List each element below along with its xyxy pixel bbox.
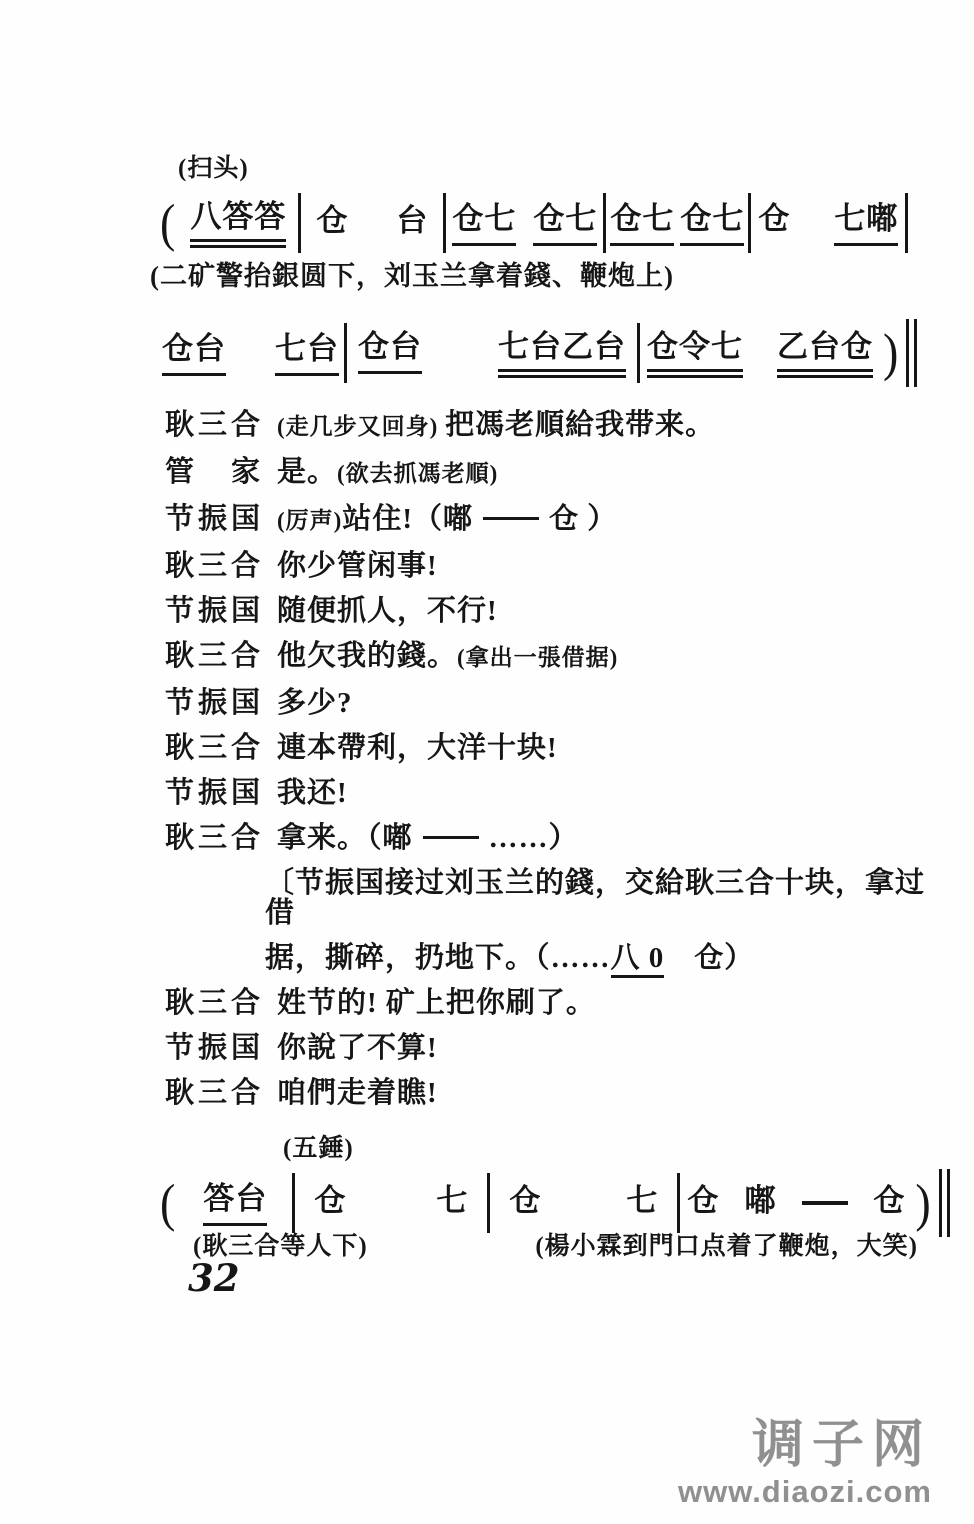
notation-syllable-group: 台 [396,202,429,238]
dialogue-text [277,988,935,1018]
notation-syllable-group: 仓 [687,1182,720,1218]
dialogue-block [165,410,935,1123]
stage-direction-inline: (厉声) [277,508,343,533]
notation-syllable-group: 仓七 [680,200,744,246]
notation-measure [348,328,636,378]
speech-text: 仓 ） [549,503,618,535]
speech-text: 〔节振国接过刘玉兰的錢，交給耿三合十块，拿过借 [265,867,926,929]
notation-measure [179,198,297,248]
dialogue-text [277,504,935,536]
dialogue-row [165,504,935,536]
inline-sustain-dash [483,517,539,520]
dialogue-text [265,943,935,973]
notation-measure [179,1180,291,1226]
end-barline [905,193,908,253]
speaker-name: 耿三合 [165,732,265,764]
speaker-name: 耿三合 [165,1077,265,1109]
notation-measure [296,1182,486,1225]
stage-direction-inline: (走几步又回身) [277,414,446,439]
percussion-pattern-label-wuchui: (五錘) [283,1135,354,1162]
speaker-name: 耿三合 [165,640,265,672]
watermark [678,1417,932,1510]
notation-syllable-group: 仓七 [533,200,597,246]
speech-text: 咱們走着瞧! [277,1077,438,1109]
notation-syllable-group: 仓台 [162,330,226,376]
dialogue-text [277,641,935,673]
speaker-name: 节振国 [165,595,265,627]
barline [443,193,446,253]
speaker-name: 耿三合 [165,409,265,441]
speech-text: 多少? [277,687,353,719]
final-barline-b [914,319,917,387]
notation-syllable-group: 答台 [203,1180,267,1226]
notation-syllable-group: 仓 [758,201,791,237]
barline [603,193,606,253]
notation-syllable-group: 七 [626,1182,659,1218]
notation-syllable-group: 仓 [314,1182,347,1218]
stage-direction-entrance: (二矿警抬銀圆下，刘玉兰拿着錢、鞭炮上) [150,261,674,291]
speech-text: 据，撕碎，扔地下。（…… [265,942,611,974]
stage-note-firecracker: (楊小霖到門口点着了鞭炮，大笑) [535,1233,918,1260]
speech-text: 姓节的! 矿上把你刷了。 [277,987,596,1019]
stage-direction-inline: (拿出一張借据) [457,645,619,670]
speech-text: 拿来。（嘟 [277,822,413,854]
dialogue-text [277,778,935,808]
notation-syllable-group: 仓七 [610,200,674,246]
notation-measure [302,202,442,245]
watermark-site-name: 调子网 [751,1415,932,1474]
dialogue-row [165,733,935,763]
dialogue-row [165,688,935,718]
notation-syllable-group: 乙台仓 [777,328,873,378]
notation-syllable-group: 八答答 [190,198,286,248]
notation-syllable-group: 嘟 [744,1182,777,1218]
notation-measure [681,1182,911,1225]
dialogue-text [277,410,935,442]
dialogue-row [165,551,935,581]
notation-measure [607,200,747,246]
final-double-barline [906,319,917,387]
stage-note-exit: (耿三合等人下) [193,1233,368,1260]
speech-text: 是。 [277,456,338,488]
speech-text: 我还! [277,777,348,809]
barline [298,193,301,253]
speech-text: 他欠我的錢。 [277,640,458,672]
notation-syllable-group: 七嘟 [834,200,898,246]
notation-syllable-group: 仓七 [452,200,516,246]
final-barline-a [939,1169,942,1237]
percussion-pattern-label-saotou: (扫头) [178,155,249,182]
notation-syllable-group: 仓 [873,1182,906,1218]
barline [637,323,640,383]
speech-text: 把馮老順給我带来。 [445,409,716,441]
dialogue-row [165,868,935,928]
dialogue-row [165,1033,935,1063]
dialogue-text [277,1033,935,1063]
speech-text: 連本帶利，大洋十块! [277,732,558,764]
notation-syllable-group: 仓台 [358,328,422,374]
speech-text: 随便抓人，不行! [277,595,498,627]
speaker-name: 耿三合 [165,550,265,582]
dialogue-row [165,823,935,853]
speech-text: 你少管闲事! [277,550,438,582]
dialogue-text [277,733,935,763]
notation-measure [641,328,879,378]
dialogue-text [277,823,935,853]
final-double-barline [939,1169,950,1237]
barline [677,1173,680,1233]
speech-text: ……） [488,822,579,854]
speaker-name: 节振国 [165,687,265,719]
speaker-name: 节振国 [165,777,265,809]
dialogue-row [165,641,935,673]
notation-measure [491,1182,676,1225]
open-paren: ( [160,1173,176,1232]
notation-syllable-group: 仓 [509,1182,542,1218]
stage-direction-inline: (欲去抓馮老順) [337,461,499,486]
speaker-name: 管 家 [165,456,265,488]
dialogue-row [165,457,935,489]
dialogue-row [165,596,935,626]
dialogue-text [277,457,935,489]
barline [748,193,751,253]
close-paren: ) [883,323,899,382]
final-barline-b [947,1169,950,1237]
speech-text: 你說了不算! [277,1032,438,1064]
dialogue-row [165,778,935,808]
notation-measure [752,200,904,246]
dialogue-row [165,988,935,1018]
notation-measure [158,330,343,376]
barline [487,1173,490,1233]
dialogue-row [165,943,935,973]
notation-syllable-group: 七台乙台 [498,328,626,378]
dialogue-row [165,410,935,442]
notation-syllable-group: 七 [436,1182,469,1218]
barline [344,323,347,383]
percussion-line-1 [156,186,909,260]
percussion-line-2 [158,316,917,390]
notation-syllable-group: 七台 [275,330,339,376]
open-paren: ( [160,193,176,252]
dialogue-text [277,551,935,581]
speech-text: 站住!（嘟 [342,503,473,535]
notation-measure [447,200,602,246]
dialogue-text [265,868,935,928]
dialogue-text [277,688,935,718]
close-paren: ) [915,1173,931,1232]
page-number: 32 [188,1256,240,1300]
sustain-dash [802,1201,848,1205]
barline [292,1173,295,1233]
speaker-name: 耿三合 [165,987,265,1019]
speaker-name: 耿三合 [165,822,265,854]
watermark-url: www.diaozi.com [678,1474,932,1509]
final-barline-a [906,319,909,387]
speaker-name: 节振国 [165,1032,265,1064]
notation-syllable-group: 仓令七 [647,328,743,378]
notation-syllable-group: 仓 [316,202,349,238]
inline-sustain-dash [423,836,479,839]
dialogue-text [277,596,935,626]
speaker-name: 节振国 [165,503,265,535]
speech-text: 仓） [664,942,755,974]
underlined-notation: 八 0 [611,942,665,978]
dialogue-row [165,1078,935,1108]
dialogue-text [277,1078,935,1108]
